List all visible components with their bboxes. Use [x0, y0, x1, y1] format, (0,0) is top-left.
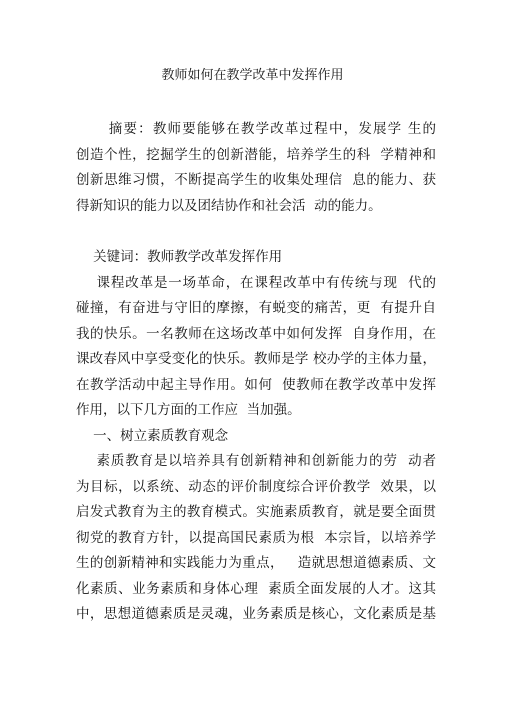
document-title: 教师如何在教学改革中发挥作用: [161, 68, 344, 83]
intro-line: 课程改革是一场革命，在课程改革中有传统与现 代的: [76, 274, 436, 291]
abstract-line: 创新思维习惯，不断提高学生的收集处理信 息的能力、获: [76, 172, 436, 188]
abstract-line: 摘要：教师要能够在教学改革过程中，发展学 生的: [76, 121, 436, 137]
intro-line: 碰撞，有奋进与守旧的摩擦，有蜕变的痛苦，更 有提升自: [76, 300, 436, 316]
keywords-line: 关键词：教师教学改革发挥作用: [76, 249, 283, 265]
section-line: 启发式教育为主的教育模式。实施素质教育，就是要全面贯: [76, 504, 436, 520]
section-line: 中，思想道德素质是灵魂，业务素质是核心，文化素质是基: [76, 606, 436, 622]
intro-line: 我的快乐。一名教师在这场改革中如何发挥 自身作用，在: [76, 325, 436, 342]
intro-line: 作用，以下几方面的工作应 当加强。: [76, 402, 301, 418]
section-line: 生的创新精神和实践能力为重点， 造就思想道德素质、文: [76, 555, 436, 571]
abstract-paragraph: [76, 117, 436, 219]
main-text: [76, 245, 436, 628]
abstract-line: 创造个性，挖掘学生的创新潜能，培养学生的科 学精神和: [76, 146, 436, 163]
intro-line: 在教学活动中起主导作用。如何 使教师在教学改革中发挥: [76, 376, 436, 393]
section-line: 化素质、业务素质和身体心理 素质全面发展的人才。这其: [76, 580, 436, 597]
section-line: 彻党的教育方针，以提高国民素质为根 本宗旨，以培养学: [76, 529, 436, 546]
intro-line: 课改春风中享受变化的快乐。教师是学 校办学的主体力量，: [76, 351, 436, 367]
abstract-line: 得新知识的能力以及团结协作和社会活 动的能力。: [76, 197, 382, 214]
section-line: 为目标，以系统、动态的评价制度综合评价教学 效果，以: [76, 478, 436, 495]
section-heading: 一、树立素质教育观念: [76, 427, 229, 444]
section-line: 素质教育是以培养具有创新精神和创新能力的劳 动者: [76, 453, 436, 469]
